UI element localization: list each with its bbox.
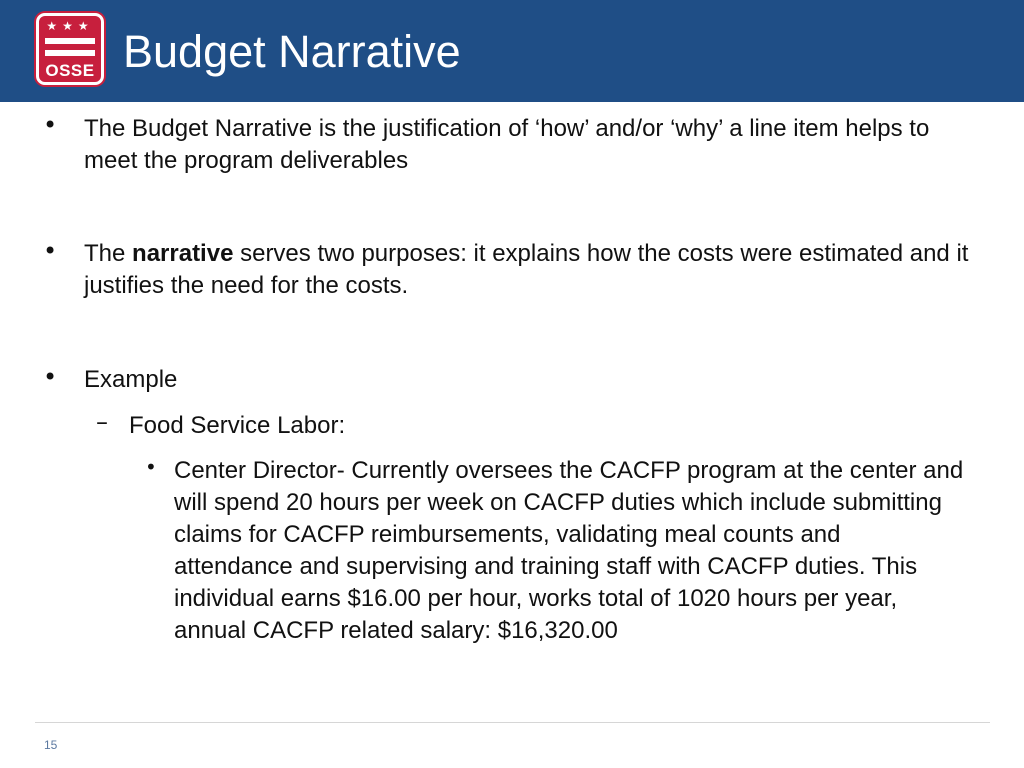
bullet-2-suffix: serves two purposes: it explains how the costs were estimated and it justifies the need for the costs. [84,240,969,299]
bullet-2-prefix: The [84,240,133,267]
footer-divider [35,722,990,723]
bullet-narrative-purposes [84,238,984,302]
bullet-marker-3: • [43,363,58,391]
bullet-budget-narrative: The Budget Narrative is the justification of ‘how’ and/or ‘why’ a line item helps to meet the program deliverables [84,115,930,174]
logo-text: OSSE [45,61,95,80]
slide-title: Budget Narrative [123,26,461,77]
sub-bullet-food-service-labor: Food Service Labor: [129,412,346,439]
bullet-marker-1: • [43,111,58,139]
bullet-example: Example [84,366,178,393]
bullet-marker-2: • [43,237,58,265]
bullet-2-bold-term: narrative [132,240,234,267]
sub-bullet-dash: – [96,408,108,436]
page-number: 15 [44,738,58,752]
sub-sub-bullet-marker: • [145,455,157,479]
sub-sub-bullet-center-director: Center Director- Currently oversees the CACFP program at the center and will spend 20 hours per week on CACFP duties which include submitting claims for CACFP reimbursements, validating meal counts and attendance and supervising and training staff with CACFP duties. This individual earns $16.00 per hour, works total of 1020 hours per year, annual CACFP related salary: $16,320.00 [174,457,964,644]
logo-stars: ★★★ [46,19,94,33]
